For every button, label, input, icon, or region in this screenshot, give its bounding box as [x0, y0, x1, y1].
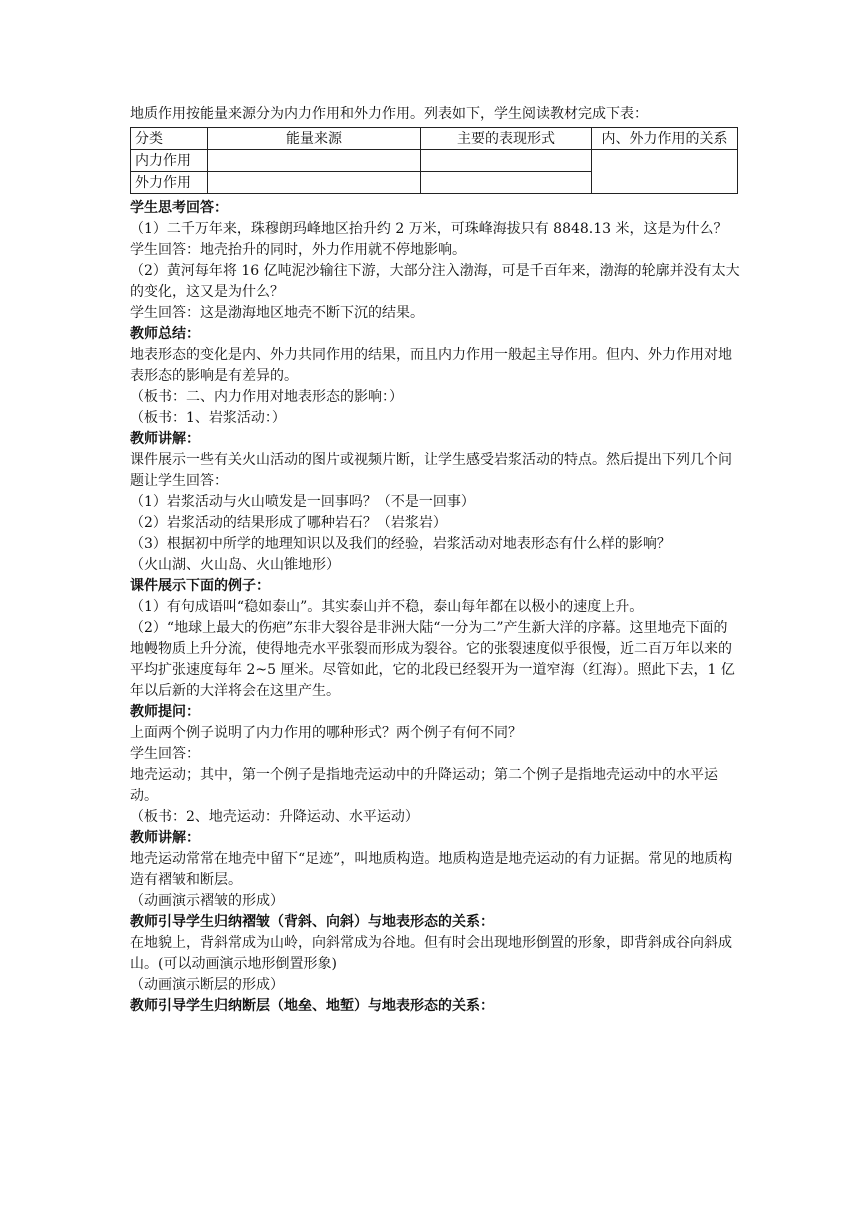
section-heading: 课件展示下面的例子： [130, 578, 270, 594]
section-heading: 教师引导学生归纳褶皱（背斜、向斜）与地表形态的关系： [130, 914, 494, 930]
section-heading: 学生思考回答： [130, 200, 228, 216]
table-cell-empty [592, 150, 738, 194]
document-body [130, 198, 740, 1017]
paragraph: （板书：2、地壳运动：升降运动、水平运动） [130, 809, 419, 825]
table-header-row [131, 128, 738, 150]
paragraph: 学生回答：这是渤海地区地壳不断下沉的结果。 [130, 305, 424, 321]
intro-text: 地质作用按能量来源分为内力作用和外力作用。列表如下，学生阅读教材完成下表： [130, 106, 648, 122]
paragraph: （2）“地球上最大的伤疤”东非大裂谷是非洲大陆“一分为二”产生新大洋的序幕。这里地壳下面的地幔物质上升分流，使得地壳水平张裂而形成为裂谷。它的张裂速度似乎很慢，近二百万年以来的平均扩张速度每年 2~5 厘米。尽管如此，它的北段已经裂开为一道窄海（红海）。照此下去，1 亿年以后新的大洋将会在这里产生。 [130, 620, 735, 699]
paragraph: （1）有句成语叫“稳如泰山”。其实泰山并不稳，泰山每年都在以极小的速度上升。 [130, 599, 644, 615]
section-heading: 教师讲解： [130, 830, 200, 846]
paragraph: 地壳运动常常在地壳中留下“足迹”，叫地质构造。地质构造是地壳运动的有力证据。常见的地质构造有褶皱和断层。 [130, 851, 733, 888]
paragraph: 地表形态的变化是内、外力共同作用的结果，而且内力作用一般起主导作用。但内、外力作用对地表形态的影响是有差异的。 [130, 347, 732, 384]
table-row-label: 外力作用 [131, 172, 208, 194]
paragraph: （板书：二、内力作用对地表形态的影响：） [130, 389, 403, 405]
table-cell-empty [421, 172, 592, 194]
section-heading: 教师讲解： [130, 431, 200, 447]
paragraph: 在地貌上，背斜常成为山岭，向斜常成为谷地。但有时会出现地形倒置的形象，即背斜成谷向斜成山。(可以动画演示地形倒置形象) [130, 935, 732, 972]
table-header-cell: 分类 [131, 128, 208, 150]
paragraph: 学生回答：地壳抬升的同时，外力作用就不停地影响。 [130, 242, 466, 258]
section-heading: 教师总结： [130, 326, 200, 342]
document-page [130, 104, 740, 1017]
paragraph: 上面两个例子说明了内力作用的哪种形式？两个例子有何不同？ [130, 725, 522, 741]
table-header-cell: 能量来源 [208, 128, 421, 150]
geologic-action-table [130, 127, 738, 194]
section-heading: 教师提问： [130, 704, 200, 720]
paragraph: 学生回答： [130, 746, 200, 762]
paragraph: （动画演示褶皱的形成） [130, 893, 284, 909]
table-row-label: 内力作用 [131, 150, 208, 172]
table-cell-empty [421, 150, 592, 172]
paragraph: 地壳运动；其中，第一个例子是指地壳运动中的升降运动；第二个例子是指地壳运动中的水平运动。 [130, 767, 718, 804]
paragraph: （1）二千万年来，珠穆朗玛峰地区抬升约 2 万米，可珠峰海拔只有 8848.13 米，这是为什么？ [130, 221, 728, 237]
paragraph: （3）根据初中所学的地理知识以及我们的经验，岩浆活动对地表形态有什么样的影响？ [130, 536, 671, 552]
paragraph: 课件展示一些有关火山活动的图片或视频片断，让学生感受岩浆活动的特点。然后提出下列几个问题让学生回答： [130, 452, 732, 489]
table-cell-empty [208, 150, 421, 172]
paragraph: （1）岩浆活动与火山喷发是一回事吗？（不是一回事） [130, 494, 475, 510]
paragraph: （火山湖、火山岛、火山锥地形） [130, 557, 340, 573]
paragraph: （2）黄河每年将 16 亿吨泥沙输往下游，大部分注入渤海，可是千百年来，渤海的轮廓并没有太大的变化，这又是为什么？ [130, 263, 740, 300]
section-heading: 教师引导学生归纳断层（地垒、地堑）与地表形态的关系： [130, 998, 494, 1014]
table-row [131, 150, 738, 172]
table-cell-empty [208, 172, 421, 194]
table-header-cell: 主要的表现形式 [421, 128, 592, 150]
table-header-cell: 内、外力作用的关系 [592, 128, 738, 150]
paragraph: （2）岩浆活动的结果形成了哪种岩石？（岩浆岩） [130, 515, 447, 531]
paragraph: （板书：1、岩浆活动：） [130, 410, 286, 426]
paragraph: （动画演示断层的形成） [130, 977, 284, 993]
